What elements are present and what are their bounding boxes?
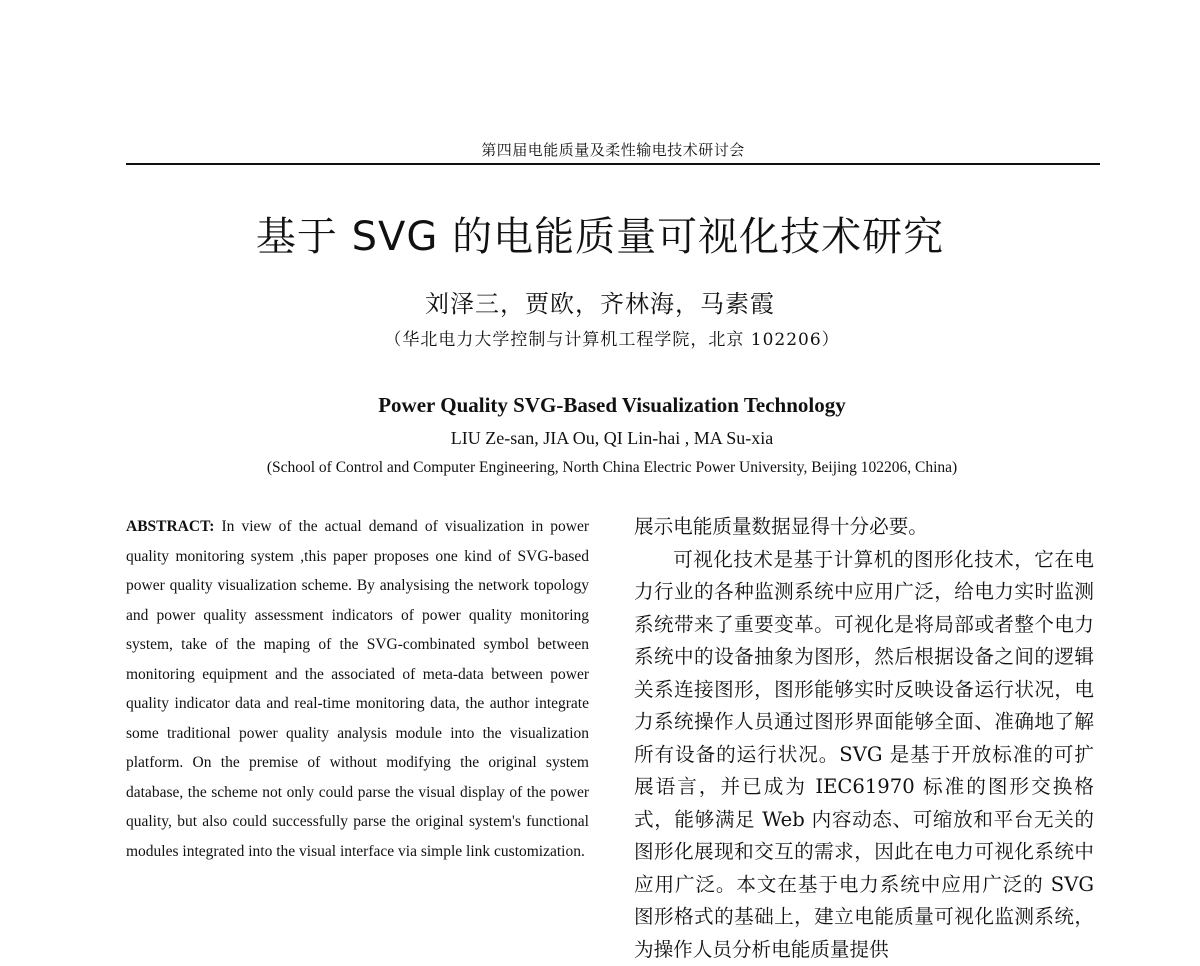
body-paragraph: 可视化技术是基于计算机的图形化技术，它在电力行业的各种监测系统中应用广泛，给电力实时监测系统带来了重要变革。可视化是将局部或者整个电力系统中的设备抽象为图形，然后根据设备之间的逻辑关系连接图形，图形能够实时反映设备运行状况，电力系统操作人员通过图形界面能够全面、准确地了解所有设备的运行状况。SVG 是基于开放标准的可扩展语言，并已成为 IEC61970 标准的图形交换格式，能够满足 Web 内容动态、可缩放和平台无关的图形化展现和交互的需求，因此在电力可视化系统中应用广泛。本文在基于电力系统中应用广泛的 SVG 图形格式的基础上，建立电能质量可视化监测系统，为操作人员分析电能质量提供 [634,544,1094,966]
header-rule [126,163,1100,165]
abstract-column [126,512,589,866]
body-paragraph: 展示电能质量数据显得十分必要。 [634,511,1094,544]
conference-header: 第四届电能质量及柔性输电技术研讨会 [126,139,1100,160]
abstract-text: In view of the actual demand of visualization in power quality monitoring system ,this paper proposes one kind of SVG-based power quality visualization scheme. By analysising the network topology and power quality assessment indicators of power quality monitoring system, take of the maping of the SVG-combinated symbol between monitoring equipment and the associated of meta-data between power quality indicator data and real-time monitoring data, the author integrate some traditional power quality analysis module into the visualization platform. On the premise of without modifying the original system database, the scheme not only could parse the visual display of the power quality, but also could successfully parse the original system's functional modules integrated into the visual interface via simple link customization. [126,518,589,860]
affiliation-en: (School of Control and Computer Engineering, North China Electric Power University, Beijing 102206, China) [0,459,1200,477]
authors-cn: 刘泽三，贾欧，齐林海，马素霞 [0,284,1200,319]
paper-title-cn: 基于 SVG 的电能质量可视化技术研究 [0,205,1200,262]
authors-en: LIU Ze-san, JIA Ou, QI Lin-hai , MA Su-xia [0,428,1200,449]
paper-title-en: Power Quality SVG-Based Visualization Technology [0,393,1200,418]
affiliation-cn: （华北电力大学控制与计算机工程学院，北京 102206） [0,325,1200,350]
body-column-cn [634,511,1094,966]
abstract-label: ABSTRACT: [126,518,214,535]
